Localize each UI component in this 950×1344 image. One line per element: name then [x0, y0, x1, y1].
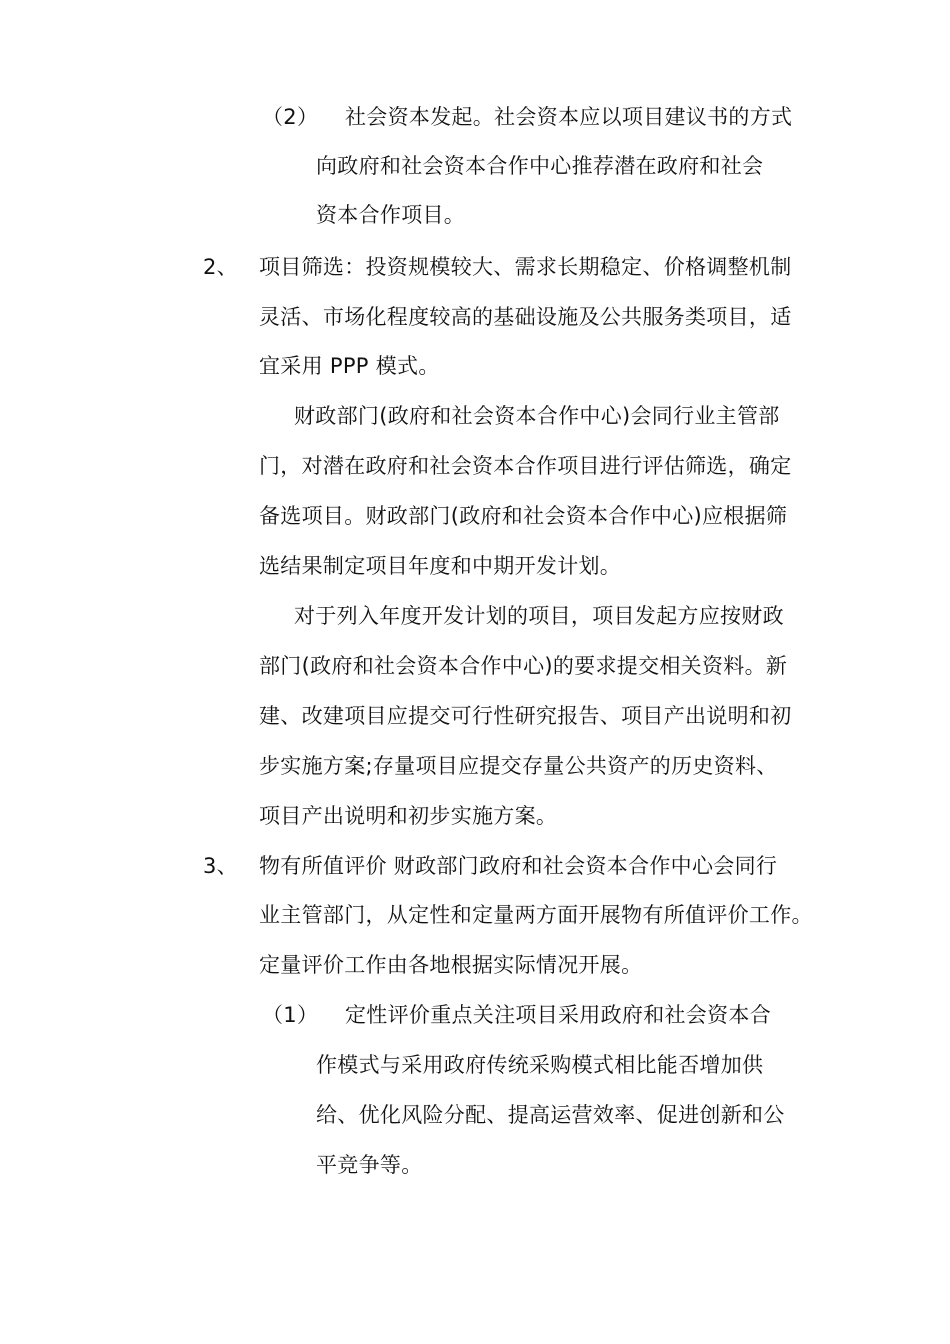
paragraph-2-line-3: 建、改建项目应提交可行性研究报告、项目产出说明和初 — [259, 704, 792, 728]
item-2-line-3: 宜采用 PPP 模式。 — [259, 354, 440, 378]
item-3-line-2: 业主管部门，从定性和定量两方面开展物有所值评价工作。 — [259, 903, 813, 927]
item-2-marker: 2、 — [203, 255, 238, 279]
item-2-line-1: 项目筛选：投资规模较大、需求长期稳定、价格调整机制 — [259, 255, 792, 279]
sub-item-2-line-2: 向政府和社会资本合作中心推荐潜在政府和社会 — [316, 154, 764, 178]
sub-item-1-marker: （1） — [262, 1003, 319, 1027]
paragraph-1-line-1: 财政部门(政府和社会资本合作中心)会同行业主管部 — [294, 404, 780, 428]
sub-item-2-line-3: 资本合作项目。 — [316, 203, 466, 227]
paragraph-1-line-3: 备选项目。财政部门(政府和社会资本合作中心)应根据筛 — [259, 504, 788, 528]
item-3-line-1: 物有所值评价 财政部门政府和社会资本合作中心会同行 — [259, 854, 778, 878]
item-3-marker: 3、 — [203, 854, 238, 878]
sub-item-2-line-1: 社会资本发起。社会资本应以项目建议书的方式 — [345, 105, 793, 129]
sub-item-1-line-1: 定性评价重点关注项目采用政府和社会资本合 — [345, 1003, 771, 1027]
sub-item-2-marker: （2） — [262, 105, 319, 129]
sub-item-1-line-4: 平竞争等。 — [316, 1153, 423, 1177]
paragraph-1-line-2: 门，对潜在政府和社会资本合作项目进行评估筛选，确定 — [259, 454, 792, 478]
paragraph-1-line-4: 选结果制定项目年度和中期开发计划。 — [259, 554, 622, 578]
paragraph-2-line-1: 对于列入年度开发计划的项目，项目发起方应按财政 — [294, 604, 784, 628]
paragraph-2-line-2: 部门(政府和社会资本合作中心)的要求提交相关资料。新 — [259, 654, 788, 678]
paragraph-2-line-4: 步实施方案;存量项目应提交存量公共资产的历史资料、 — [259, 754, 778, 778]
sub-item-1-line-3: 给、优化风险分配、提高运营效率、促进创新和公 — [316, 1103, 785, 1127]
item-3-line-3: 定量评价工作由各地根据实际情况开展。 — [259, 953, 643, 977]
paragraph-2-line-5: 项目产出说明和初步实施方案。 — [259, 804, 558, 828]
sub-item-1-line-2: 作模式与采用政府传统采购模式相比能否增加供 — [316, 1053, 764, 1077]
item-2-line-2: 灵活、市场化程度较高的基础设施及公共服务类项目，适 — [259, 305, 792, 329]
